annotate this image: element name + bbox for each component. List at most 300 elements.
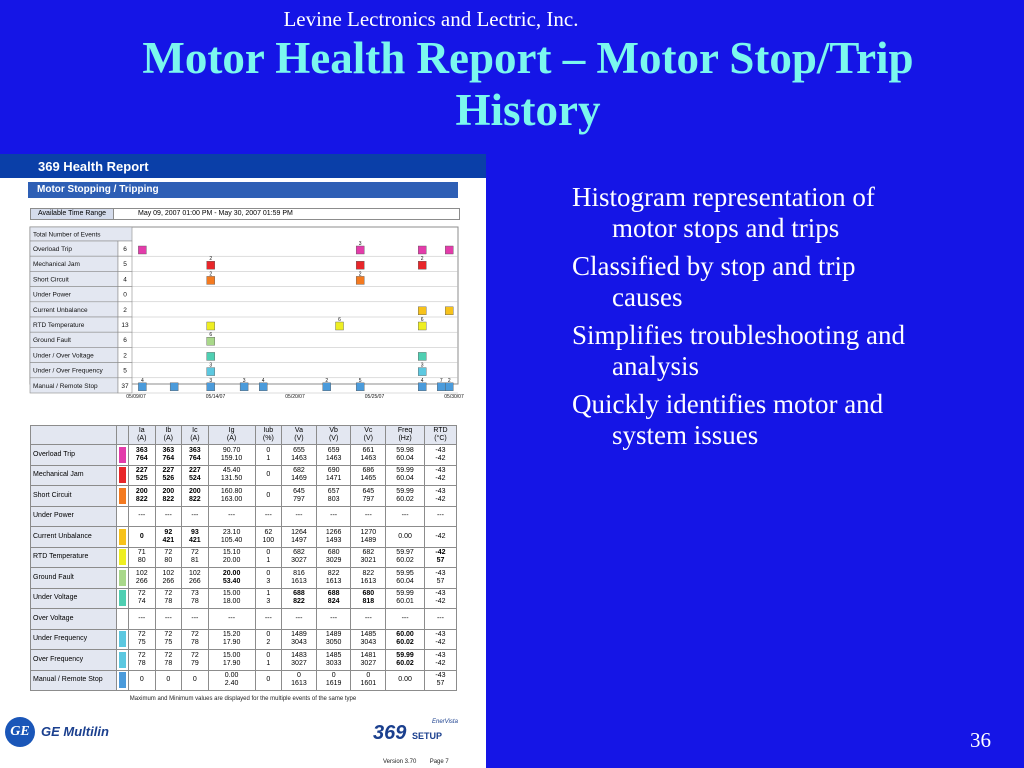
cell-min: -43 [435,487,446,495]
event-count-label: 2 [447,377,451,384]
event-count-label: 3 [420,362,424,369]
cell-min: 72 [137,631,146,639]
event-marker [356,261,364,269]
cell-min: 72 [164,590,173,598]
table-cell [351,670,386,691]
table-row [31,445,457,466]
table-cell [255,568,282,589]
cell-min: 102 [189,569,201,577]
table-cell [255,588,282,609]
cell-max: 3050 [325,639,342,647]
cell-max: 1463 [360,454,377,462]
time-range-label: Available Time Range [31,209,114,219]
cell-max: 764 [162,454,175,462]
cell-max: -42 [435,659,446,667]
cell-max: 57 [436,577,445,585]
cell-min: 363 [162,446,175,454]
table-cell [182,609,209,630]
cell-min: 0 [139,676,144,684]
event-marker [445,383,453,391]
row-swatch-cell [117,609,129,630]
cell-min: --- [138,512,146,520]
table-row [31,486,457,507]
table-cell [155,588,182,609]
cell-min: 45.40 [222,467,241,475]
row-label: Under Power [31,506,117,527]
table-cell [282,568,317,589]
header-unit: (V) [294,435,304,442]
table-cell [255,547,282,568]
cell-min: --- [295,614,303,622]
table-cell [316,486,351,507]
table-cell [386,486,425,507]
table-cell [129,506,156,527]
cell-min: 682 [293,467,305,475]
table-cell [208,670,255,691]
event-marker [418,307,426,315]
cell-min: 1483 [291,651,307,659]
table-cell [255,465,282,486]
table-cell [208,486,255,507]
cell-max: 60.02 [396,639,414,647]
header-unit: (V) [363,435,373,442]
event-count-label: 2 [209,271,213,278]
table-header-cell [182,426,209,445]
cell-max: 797 [293,495,305,503]
bullet-text: Simplifies troubleshooting and [572,320,905,350]
bullet-text: analysis [612,351,699,381]
cell-max: 2.40 [224,680,239,688]
cell-max: 803 [327,495,340,503]
table-cell [316,527,351,548]
table-cell [282,547,317,568]
cell-min: 645 [293,487,305,495]
table-cell [424,650,456,671]
table-cell [208,527,255,548]
row-swatch-cell [117,506,129,527]
event-marker [418,246,426,254]
table-cell [282,609,317,630]
cell-min: 59.99 [396,487,414,495]
cell-max: 60.02 [396,659,414,667]
table-cell [182,486,209,507]
table-cell [316,670,351,691]
cell-max: 1613 [291,680,307,688]
table-cell [424,445,456,466]
cell-max: 75 [164,639,173,647]
header-unit: (°C) [434,435,447,442]
cell-max: 75 [137,639,146,647]
cell-max: 1463 [325,454,342,462]
event-marker [170,383,178,391]
category-count: 6 [123,246,127,253]
table-cell [129,588,156,609]
table-row [31,650,457,671]
table-cell [424,465,456,486]
cell-max: 1 [266,454,271,462]
cell-max: 3021 [360,557,377,565]
cell-max: -42 [435,454,446,462]
cell-max: 78 [190,639,199,647]
cell-max: 57 [436,680,445,688]
table-cell [424,670,456,691]
table-cell [129,568,156,589]
table-cell [208,629,255,650]
cell-min: 15.20 [222,631,241,639]
table-cell [182,568,209,589]
cell-min: --- [364,512,372,520]
bullet-text: Classified by stop and trip [572,251,856,281]
table-cell [129,609,156,630]
cell-max: 74 [137,598,146,606]
table-cell [351,568,386,589]
table-cell [208,568,255,589]
bullet-item [572,320,1012,382]
table-cell [424,629,456,650]
slide-title-line-1: Motor Health Report – Motor Stop/Trip [142,33,914,83]
cell-min: 822 [362,569,375,577]
table-cell [424,506,456,527]
cell-max: 824 [327,598,340,606]
table-cell [424,547,456,568]
cell-min: -43 [435,590,446,598]
cell-min: --- [364,614,372,622]
cell-min: 0 [366,672,371,680]
table-cell [255,670,282,691]
event-marker [207,383,215,391]
table-cell [155,547,182,568]
table-cell [208,650,255,671]
table-cell [386,588,425,609]
cell-min: 816 [293,569,305,577]
cell-min: 200 [135,487,148,495]
table-cell [351,527,386,548]
table-cell [386,465,425,486]
table-cell [155,650,182,671]
enervista-label: EnerVista [432,719,458,725]
category-label: Short Circuit [33,276,69,284]
cell-max: 159.10 [220,454,243,462]
date-tick-label: 05/14/07 [205,394,226,400]
event-marker [418,322,426,330]
cell-min: --- [138,614,146,622]
setup-logo [373,722,442,745]
table-cell [282,588,317,609]
event-marker [207,322,215,330]
event-marker [356,246,364,254]
cell-min: 1489 [291,631,307,639]
slide-page-number: 36 [970,728,991,752]
row-color-swatch [119,570,126,586]
cell-min: --- [164,512,172,520]
cell-min: 59.99 [396,651,414,659]
table-cell [386,650,425,671]
date-tick-label: 05/20/07 [285,394,305,400]
category-count: 13 [121,322,129,329]
header-label: Va [294,427,303,434]
cell-max: 3043 [291,639,307,647]
cell-min: 0 [266,631,271,639]
category-label: Manual / Remote Stop [33,382,98,390]
event-count-label: 6 [338,317,341,323]
cell-min: 227 [189,467,201,475]
cell-min: 0.00 [224,672,239,680]
event-marker [240,383,248,391]
cell-min: 682 [362,549,375,557]
cell-min: 1485 [325,651,342,659]
table-cell [351,486,386,507]
cell-max: 3027 [360,659,377,667]
event-count-label: 2 [325,377,329,384]
event-values-table [30,425,457,691]
cell-min: 822 [327,569,340,577]
table-cell [351,465,386,486]
cell-max: 1489 [360,536,377,544]
cell-max: 60.02 [396,495,414,503]
table-header-cell [155,426,182,445]
cell-max: 3029 [325,557,342,565]
event-count-label: 4 [140,377,144,384]
table-header-cell [282,426,317,445]
cell-max: 131.50 [220,475,243,483]
table-cell [351,629,386,650]
header-unit: (V) [328,435,339,442]
table-cell [316,650,351,671]
header-label: Ig [228,427,235,434]
cell-max: 60.04 [396,454,414,462]
date-tick-label: 05/09/07 [126,394,146,400]
header-label: Vb [329,427,338,434]
row-label: Short Circuit [31,486,117,507]
header-unit: (%) [262,435,274,442]
table-header-cell [351,426,386,445]
table-cell [182,629,209,650]
row-swatch-cell [117,629,129,650]
category-label: Ground Fault [33,337,71,345]
cell-max: 1619 [325,680,342,688]
table-cell [282,486,317,507]
cell-min: --- [264,614,272,622]
cell-min: --- [191,614,199,622]
cell-min: 1489 [325,631,342,639]
cell-min: --- [436,614,444,622]
event-count-label: 3 [209,362,213,369]
cell-max: 818 [362,598,375,606]
event-marker [418,368,426,376]
row-swatch-cell [117,670,129,691]
event-marker [259,383,267,391]
cell-min: 20.00 [222,569,241,577]
cell-max: 3043 [360,639,377,647]
cell-max: 18.00 [222,598,241,606]
table-header-cell [129,426,156,445]
cell-min: 73 [190,590,199,598]
table-cell [155,670,182,691]
cell-min: 363 [189,446,201,454]
stop-trip-histogram [0,226,486,416]
cell-min: -42 [435,549,446,557]
table-cell [351,609,386,630]
report-subheader: Motor Stopping / Tripping [28,182,458,198]
cell-max: 1465 [360,475,377,483]
bullet-text: Quickly identifies motor and [572,389,884,419]
header-label: Ia [138,427,145,434]
event-marker [138,246,146,254]
cell-max: 1613 [325,577,342,585]
cell-min: 72 [190,549,199,557]
category-count: 5 [123,367,127,375]
cell-max: 525 [135,475,148,483]
cell-max: 1601 [360,680,377,688]
cell-max: 1493 [325,536,342,544]
cell-min: 688 [293,590,305,598]
cell-min: 657 [327,487,340,495]
category-label: Under / Over Voltage [33,352,94,360]
cell-min: 90.70 [222,446,241,454]
category-count: 0 [123,291,127,299]
cell-min: -43 [435,467,446,475]
event-count-label: 2 [420,256,424,263]
cell-max: 81 [190,557,199,565]
event-count-label: 4 [420,377,424,384]
event-marker [418,352,426,360]
table-cell [282,527,317,548]
cell-max: 266 [189,577,201,585]
table-cell [386,629,425,650]
cell-min: 0 [166,676,171,684]
event-marker [418,261,426,269]
event-count-label: 3 [358,241,362,247]
cell-min: 102 [162,569,175,577]
table-cell [182,547,209,568]
cell-max: 1469 [291,475,307,483]
table-cell [208,588,255,609]
cell-min: 0 [266,651,271,659]
table-cell [182,650,209,671]
event-marker [323,383,331,391]
table-cell [282,465,317,486]
cell-min: --- [164,614,172,622]
row-color-swatch [119,611,126,627]
table-cell [351,650,386,671]
cell-min: 1270 [360,528,377,536]
cell-max: 421 [189,536,201,544]
table-cell [182,506,209,527]
table-header-cell [208,426,255,445]
cell-max: 79 [190,659,199,667]
table-cell [351,588,386,609]
event-marker [207,276,215,284]
cell-min: 15.10 [222,549,241,557]
time-range-value: May 09, 2007 01:00 PM - May 30, 2007 01:59 PM [138,210,293,217]
cell-max: -42 [435,639,446,647]
cell-max: 1471 [325,475,342,483]
category-label: Under Power [33,291,71,299]
row-label: Overload Trip [31,445,117,466]
event-count-label: 5 [358,377,362,384]
table-cell [155,445,182,466]
event-marker [445,246,453,254]
table-cell [351,445,386,466]
cell-max: 53.40 [222,577,241,585]
cell-min: 15.00 [222,590,241,598]
cell-max: 20.00 [222,557,241,565]
table-cell [386,445,425,466]
cell-max: 1 [266,557,271,565]
bullet-list [572,182,1012,458]
row-color-swatch [119,631,126,647]
cell-min: 60.00 [396,631,414,639]
table-cell [182,527,209,548]
cell-min: 0 [266,676,271,684]
cell-min: 680 [362,590,375,598]
cell-min: 23.10 [222,528,241,536]
cell-max: -42 [435,475,446,483]
row-swatch-cell [117,547,129,568]
table-cell [208,609,255,630]
cell-min: 645 [362,487,375,495]
category-count: 37 [121,382,129,390]
event-marker [445,307,453,315]
cell-min: 688 [327,590,340,598]
cell-min: --- [295,512,303,520]
bullet-text: system issues [612,420,759,450]
row-swatch-cell [117,486,129,507]
row-color-swatch [119,467,126,483]
cell-max: 17.90 [222,639,241,647]
table-row [31,609,457,630]
date-tick-label: 05/30/07 [444,394,464,400]
cell-max: 764 [135,454,148,462]
category-label: Under / Over Frequency [33,367,103,375]
table-header-cell [386,426,425,445]
event-marker [207,261,215,269]
cell-min: 72 [137,651,146,659]
event-count-label: 6 [209,332,213,339]
header-unit: (A) [137,435,147,442]
cell-min: 200 [162,487,175,495]
cell-max: 822 [135,495,148,503]
table-cell [316,445,351,466]
table-cell [282,650,317,671]
header-unit: (Hz) [398,435,412,442]
cell-max: 78 [190,598,199,606]
date-tick-label: 05/25/07 [364,394,385,400]
row-color-swatch [119,488,126,504]
table-cell [255,506,282,527]
cell-min: 0 [266,569,271,577]
cell-max: 1463 [291,454,307,462]
ge-logo-icon: GE [5,717,35,747]
table-cell [351,506,386,527]
cell-max: 60.02 [396,557,414,565]
report-page: Page 7 [429,759,449,765]
table-row [31,506,457,527]
cell-max: 1613 [360,577,377,585]
table-cell [386,568,425,589]
cell-min: -43 [435,446,446,454]
event-marker [418,383,426,391]
cell-max: 80 [164,557,173,565]
cell-min: 72 [190,631,199,639]
header-label: Ic [192,427,198,434]
table-cell [182,588,209,609]
cell-min: 682 [293,549,305,557]
row-color-swatch [119,529,126,545]
table-cell [386,547,425,568]
header-unit: (A) [163,435,173,442]
table-row [31,465,457,486]
